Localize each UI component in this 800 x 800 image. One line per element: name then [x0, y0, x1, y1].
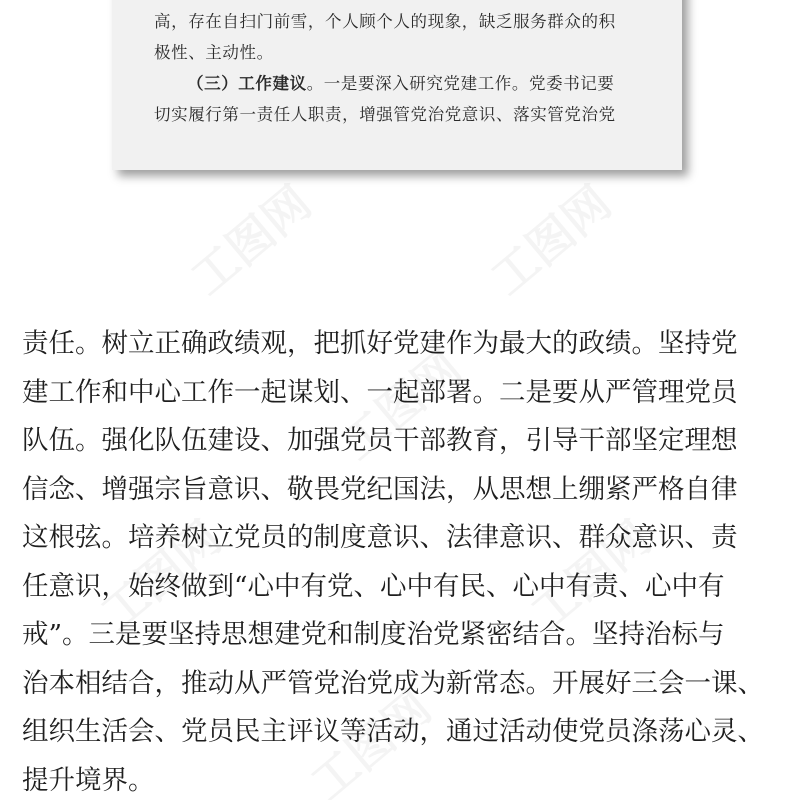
body-line: 责任。树立正确政绩观，把抓好党建作为最大的政绩。坚持党	[22, 328, 738, 359]
body-paragraph	[22, 320, 782, 800]
body-line: 这根弦。培养树立党员的制度意识、法律意识、群众意识、责	[22, 522, 738, 553]
body-line: 建工作和中心工作一起谋划、一起部署。二是要从严管理党员	[22, 376, 738, 408]
body-line: 治本相结合，推动从严管党治党成为新常态。开展好三会一课、	[22, 667, 764, 699]
body-line: 组织生活会、党员民主评议等活动，通过活动使党员涤荡心灵、	[22, 716, 764, 747]
body-line: 信念、增强宗旨意识、敬畏党纪国法，从思想上绷紧严格自律	[22, 473, 738, 505]
section-heading: （三）工作建议	[187, 74, 307, 93]
body-line: 任意识，始终做到“心中有党、心中有民、心中有责、心中有	[22, 570, 725, 602]
excerpt-text	[154, 6, 664, 130]
body-line: 提升境界。	[22, 764, 155, 796]
body-line: 戒”。三是要坚持思想建党和制度治党紧密结合。坚持治标与	[22, 619, 725, 650]
excerpt-card	[112, 0, 682, 170]
watermark	[475, 168, 623, 307]
body-line: 队伍。强化队伍建设、加强党员干部教育，引导干部坚定理想	[22, 425, 738, 456]
excerpt-line: 切实履行第一责任人职责，增强管党治党意识、落实管党治党	[154, 105, 616, 124]
excerpt-line-text: 。一是要深入研究党建工作。党委书记要	[306, 74, 615, 93]
excerpt-line: 高，存在自扫门前雪，个人顾个人的现象，缺乏服务群众的积	[154, 12, 616, 31]
watermark	[175, 168, 323, 307]
excerpt-line: 极性、主动性。	[154, 43, 274, 62]
excerpt-line	[154, 68, 664, 99]
